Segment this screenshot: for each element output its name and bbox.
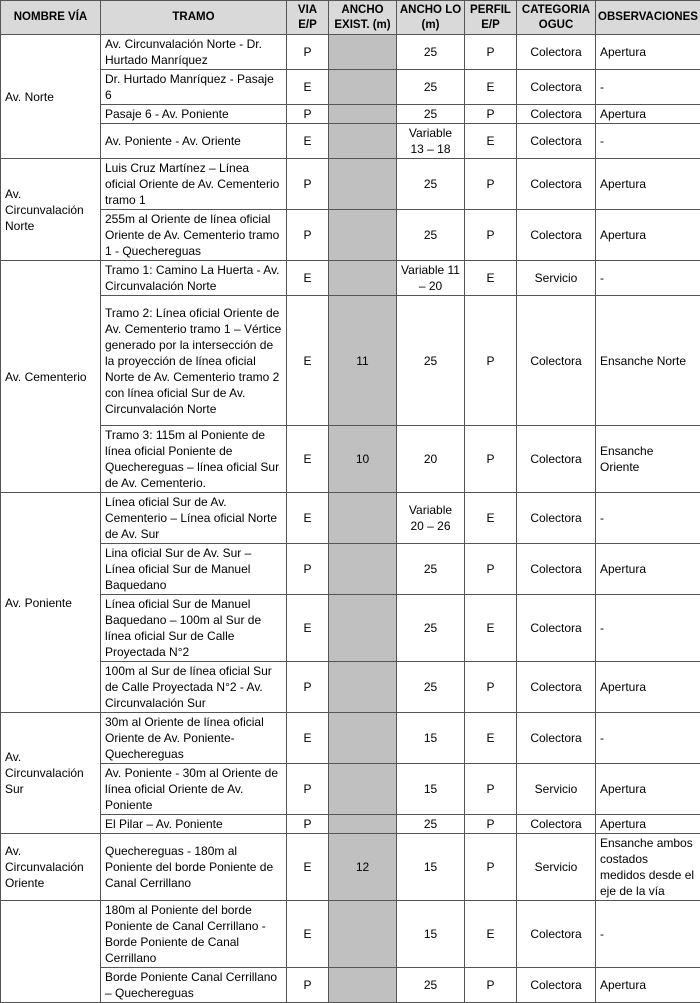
table-row: [1, 210, 700, 261]
categoria-cell: Colectora: [517, 159, 596, 210]
observaciones-cell: Apertura: [596, 105, 700, 124]
tramo-cell: 255m al Oriente de línea oficial Oriente de Av. Cementerio tramo 1 - Quechereguas: [101, 210, 287, 261]
observaciones-cell: -: [596, 901, 700, 968]
ancho-exist-cell: [329, 662, 397, 713]
ancho-exist-cell: [329, 901, 397, 968]
header-nombre: NOMBRE VÍA: [1, 1, 101, 35]
table-row: [1, 493, 700, 544]
via-ep-cell: E: [287, 426, 329, 493]
table-row: [1, 834, 700, 901]
ancho-lo-cell: 15: [397, 834, 465, 901]
ancho-exist-cell: [329, 105, 397, 124]
table-row: [1, 544, 700, 595]
via-ep-cell: E: [287, 595, 329, 662]
perfil-cell: E: [465, 713, 517, 764]
observaciones-cell: Ensanche Norte: [596, 296, 700, 426]
categoria-cell: Colectora: [517, 493, 596, 544]
categoria-cell: Colectora: [517, 105, 596, 124]
via-ep-cell: E: [287, 713, 329, 764]
table-row: [1, 713, 700, 764]
tramo-cell: Av. Circunvalación Norte - Dr. Hurtado Manríquez: [101, 35, 287, 70]
ancho-exist-cell: [329, 815, 397, 834]
table-row: [1, 261, 700, 296]
tramo-cell: Lina oficial Sur de Av. Sur – Línea oficial Sur de Manuel Baquedano: [101, 544, 287, 595]
ancho-lo-cell: 25: [397, 595, 465, 662]
observaciones-cell: -: [596, 595, 700, 662]
categoria-cell: Colectora: [517, 968, 596, 1003]
table-row: [1, 901, 700, 968]
categoria-cell: Colectora: [517, 544, 596, 595]
via-ep-cell: E: [287, 261, 329, 296]
ancho-exist-cell: [329, 968, 397, 1003]
perfil-cell: E: [465, 493, 517, 544]
header-ancho-exist: ANCHO EXIST. (m): [329, 1, 397, 35]
categoria-cell: Colectora: [517, 595, 596, 662]
observaciones-cell: Apertura: [596, 764, 700, 815]
via-ep-cell: P: [287, 159, 329, 210]
perfil-cell: P: [465, 544, 517, 595]
ancho-lo-cell: 15: [397, 901, 465, 968]
tramo-cell: Tramo 2: Línea oficial Oriente de Av. Cementerio tramo 1 – Vértice generado por la intersección de la proyección de línea oficial Norte de Av. Cementerio tramo 2 con línea oficial Sur de Av. Circunvalación Norte: [101, 296, 287, 426]
tramo-cell: Av. Poniente - Av. Oriente: [101, 124, 287, 159]
ancho-exist-cell: [329, 764, 397, 815]
via-name-cell: Av. Circunvalación Oriente: [1, 834, 101, 901]
tramo-cell: 30m al Oriente de línea oficial Oriente de Av. Poniente-Quechereguas: [101, 713, 287, 764]
tramo-cell: Línea oficial Sur de Manuel Baquedano – 100m al Sur de línea oficial Sur de Calle Proyectada N°2: [101, 595, 287, 662]
via-ep-cell: P: [287, 662, 329, 713]
perfil-cell: P: [465, 105, 517, 124]
categoria-cell: Colectora: [517, 815, 596, 834]
table-row: [1, 70, 700, 105]
ancho-exist-cell: [329, 493, 397, 544]
ancho-exist-cell: [329, 595, 397, 662]
via-ep-cell: E: [287, 493, 329, 544]
ancho-exist-cell: 10: [329, 426, 397, 493]
categoria-cell: Colectora: [517, 901, 596, 968]
header-perfil: PERFIL E/P: [465, 1, 517, 35]
ancho-lo-cell: 25: [397, 35, 465, 70]
observaciones-cell: Apertura: [596, 159, 700, 210]
ancho-lo-cell: 25: [397, 815, 465, 834]
table-row: [1, 124, 700, 159]
ancho-exist-cell: [329, 124, 397, 159]
ancho-exist-cell: [329, 713, 397, 764]
via-name-cell: Av. Poniente: [1, 493, 101, 713]
perfil-cell: P: [465, 426, 517, 493]
tramo-cell: Tramo 1: Camino La Huerta - Av. Circunvalación Norte: [101, 261, 287, 296]
ancho-lo-cell: 15: [397, 713, 465, 764]
perfil-cell: E: [465, 595, 517, 662]
header-categoria: CATEGORIA OGUC: [517, 1, 596, 35]
observaciones-cell: Apertura: [596, 815, 700, 834]
table-row: [1, 968, 700, 1003]
ancho-exist-cell: [329, 261, 397, 296]
perfil-cell: P: [465, 662, 517, 713]
ancho-lo-cell: 25: [397, 105, 465, 124]
header-observaciones: OBSERVACIONES: [596, 1, 700, 35]
table-row: [1, 159, 700, 210]
ancho-lo-cell: Variable 20 – 26: [397, 493, 465, 544]
perfil-cell: P: [465, 35, 517, 70]
ancho-exist-cell: [329, 70, 397, 105]
observaciones-cell: -: [596, 124, 700, 159]
perfil-cell: P: [465, 210, 517, 261]
ancho-lo-cell: 20: [397, 426, 465, 493]
table-row: [1, 426, 700, 493]
observaciones-cell: -: [596, 261, 700, 296]
observaciones-cell: -: [596, 713, 700, 764]
perfil-cell: P: [465, 968, 517, 1003]
categoria-cell: Colectora: [517, 426, 596, 493]
tramo-cell: El Pilar – Av. Poniente: [101, 815, 287, 834]
observaciones-cell: Ensanche Oriente: [596, 426, 700, 493]
categoria-cell: Servicio: [517, 764, 596, 815]
ancho-lo-cell: 15: [397, 764, 465, 815]
categoria-cell: Colectora: [517, 70, 596, 105]
tramo-cell: 100m al Sur de línea oficial Sur de Calle Proyectada N°2 - Av. Circunvalación Sur: [101, 662, 287, 713]
perfil-cell: P: [465, 764, 517, 815]
table-row: [1, 764, 700, 815]
tramo-cell: Pasaje 6 - Av. Poniente: [101, 105, 287, 124]
categoria-cell: Servicio: [517, 261, 596, 296]
via-ep-cell: E: [287, 124, 329, 159]
via-name-cell: Av. Circunvalación Norte: [1, 159, 101, 261]
ancho-exist-cell: 11: [329, 296, 397, 426]
via-ep-cell: P: [287, 35, 329, 70]
via-ep-cell: P: [287, 968, 329, 1003]
observaciones-cell: -: [596, 493, 700, 544]
observaciones-cell: Apertura: [596, 210, 700, 261]
ancho-lo-cell: 25: [397, 544, 465, 595]
ancho-lo-cell: Variable 11 – 20: [397, 261, 465, 296]
via-name-cell: Av. Norte: [1, 35, 101, 159]
ancho-lo-cell: Variable 13 – 18: [397, 124, 465, 159]
table-row: [1, 815, 700, 834]
ancho-exist-cell: [329, 159, 397, 210]
observaciones-cell: -: [596, 70, 700, 105]
header-via: VIA E/P: [287, 1, 329, 35]
observaciones-cell: Apertura: [596, 968, 700, 1003]
ancho-exist-cell: [329, 210, 397, 261]
tramo-cell: Línea oficial Sur de Av. Cementerio – Línea oficial Norte de Av. Sur: [101, 493, 287, 544]
observaciones-cell: Apertura: [596, 662, 700, 713]
tramo-cell: Borde Poniente Canal Cerrillano – Quechereguas: [101, 968, 287, 1003]
categoria-cell: Servicio: [517, 834, 596, 901]
table-row: [1, 105, 700, 124]
tramo-cell: Av. Poniente - 30m al Oriente de línea oficial Oriente de Av. Poniente: [101, 764, 287, 815]
tramo-cell: Tramo 3: 115m al Poniente de línea oficial Poniente de Quechereguas – línea oficial Sur de Av. Cementerio.: [101, 426, 287, 493]
perfil-cell: E: [465, 124, 517, 159]
categoria-cell: Colectora: [517, 124, 596, 159]
ancho-lo-cell: 25: [397, 70, 465, 105]
header-ancho-lo: ANCHO LO (m): [397, 1, 465, 35]
categoria-cell: Colectora: [517, 713, 596, 764]
tramo-cell: Luis Cruz Martínez – Línea oficial Oriente de Av. Cementerio tramo 1: [101, 159, 287, 210]
via-ep-cell: P: [287, 105, 329, 124]
via-name-cell: Av. Circunvalación Sur: [1, 713, 101, 834]
ancho-lo-cell: 25: [397, 662, 465, 713]
tramo-cell: 180m al Poniente del borde Poniente de Canal Cerrillano - Borde Poniente de Canal Cerrillano: [101, 901, 287, 968]
via-name-cell: [1, 901, 101, 1003]
via-ep-cell: E: [287, 70, 329, 105]
observaciones-cell: Apertura: [596, 544, 700, 595]
perfil-cell: P: [465, 834, 517, 901]
via-ep-cell: P: [287, 544, 329, 595]
tramo-cell: Quechereguas - 180m al Poniente del borde Poniente de Canal Cerrillano: [101, 834, 287, 901]
ancho-lo-cell: 25: [397, 968, 465, 1003]
table-row: [1, 662, 700, 713]
categoria-cell: Colectora: [517, 662, 596, 713]
observaciones-cell: Ensanche ambos costados medidos desde el eje de la vía: [596, 834, 700, 901]
via-ep-cell: P: [287, 764, 329, 815]
via-ep-cell: E: [287, 901, 329, 968]
via-ep-cell: P: [287, 210, 329, 261]
via-ep-cell: P: [287, 815, 329, 834]
perfil-cell: P: [465, 159, 517, 210]
observaciones-cell: Apertura: [596, 35, 700, 70]
header-row: [1, 1, 700, 35]
table-row: [1, 595, 700, 662]
ancho-exist-cell: [329, 35, 397, 70]
ancho-exist-cell: 12: [329, 834, 397, 901]
via-name-cell: Av. Cementerio: [1, 261, 101, 493]
table-row: [1, 296, 700, 426]
perfil-cell: E: [465, 70, 517, 105]
categoria-cell: Colectora: [517, 210, 596, 261]
header-tramo: TRAMO: [101, 1, 287, 35]
categoria-cell: Colectora: [517, 35, 596, 70]
categoria-cell: Colectora: [517, 296, 596, 426]
via-ep-cell: E: [287, 296, 329, 426]
ancho-lo-cell: 25: [397, 210, 465, 261]
ancho-exist-cell: [329, 544, 397, 595]
perfil-cell: P: [465, 296, 517, 426]
perfil-cell: P: [465, 815, 517, 834]
via-ep-cell: E: [287, 834, 329, 901]
perfil-cell: E: [465, 261, 517, 296]
table-row: [1, 35, 700, 70]
ancho-lo-cell: 25: [397, 296, 465, 426]
tramo-cell: Dr. Hurtado Manríquez - Pasaje 6: [101, 70, 287, 105]
ancho-lo-cell: 25: [397, 159, 465, 210]
perfil-cell: E: [465, 901, 517, 968]
